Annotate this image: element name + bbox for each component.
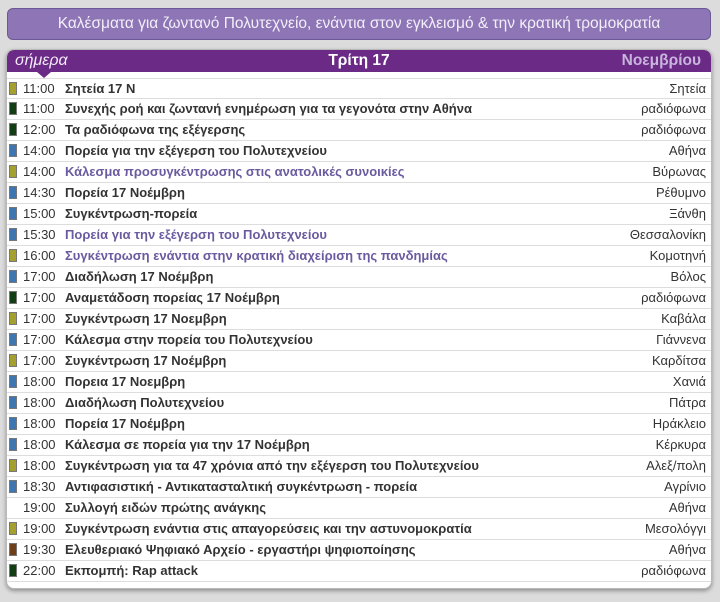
event-location: Χανιά (672, 374, 706, 389)
event-location: Βόλος (670, 269, 706, 284)
event-time: 17:00 (23, 290, 56, 305)
category-color-icon (9, 333, 17, 346)
event-time: 15:30 (23, 227, 56, 242)
event-location: Σητεία (669, 81, 706, 96)
event-time: 16:00 (23, 248, 56, 263)
event-row[interactable] (7, 120, 711, 141)
event-location: ραδιόφωνα (641, 290, 706, 305)
category-color-icon (9, 123, 17, 136)
month-link[interactable]: Νοεμβρίου (621, 52, 701, 69)
category-color-icon (9, 165, 17, 178)
event-title-link[interactable]: Κάλεσμα προσυγκέντρωσης στις ανατολικές συνοικίες (65, 164, 405, 179)
event-time: 18:00 (23, 374, 56, 389)
event-title-link[interactable]: Αναμετάδοση πορείας 17 Νοέμβρη (65, 290, 280, 305)
event-time: 11:00 (23, 81, 55, 96)
event-title-link[interactable]: Συνεχής ροή και ζωντανή ενημέρωση για τα γεγονότα στην Αθήνα (65, 101, 472, 116)
event-location: Αθήνα (668, 542, 706, 557)
event-row[interactable] (7, 372, 711, 393)
event-row[interactable] (7, 246, 711, 267)
event-row[interactable] (7, 540, 711, 561)
event-location: Μεσολόγγι (644, 521, 706, 536)
category-color-icon (9, 312, 17, 325)
current-day-title: Τρίτη 17 (328, 52, 390, 69)
event-title-link[interactable]: Συγκέντρωση ενάντια στις απαγορεύσεις και την αστυνομοκρατία (65, 521, 472, 536)
today-link[interactable]: σήμερα (15, 52, 68, 69)
event-location: Βύρωνας (652, 164, 706, 179)
event-time: 18:00 (23, 458, 56, 473)
event-time: 19:30 (23, 542, 56, 557)
event-title-link[interactable]: Κάλεσμα στην πορεία του Πολυτεχνείου (65, 332, 313, 347)
event-title-link[interactable]: Εκπομπή: Rap attack (65, 563, 198, 578)
event-location: Ξάνθη (669, 206, 706, 221)
event-title-link[interactable]: Πορεία 17 Νοέμβρη (65, 416, 185, 431)
event-row[interactable] (7, 267, 711, 288)
category-color-icon (9, 144, 17, 157)
category-color-icon (9, 291, 17, 304)
event-row[interactable] (7, 183, 711, 204)
event-time: 17:00 (23, 332, 56, 347)
event-time: 14:30 (23, 185, 56, 200)
event-time: 22:00 (23, 563, 56, 578)
event-row[interactable] (7, 435, 711, 456)
today-pointer-icon (37, 72, 51, 78)
category-color-icon (9, 564, 17, 577)
event-location: ραδιόφωνα (641, 563, 706, 578)
event-location: Αθήνα (668, 143, 706, 158)
category-color-icon (9, 249, 17, 262)
category-color-icon (9, 438, 17, 451)
event-time: 19:00 (23, 500, 56, 515)
event-title-link[interactable]: Πορεία για την εξέγερση του Πολυτεχνείου (65, 143, 327, 158)
event-location: ραδιόφωνα (641, 101, 706, 116)
event-location: Καρδίτσα (651, 353, 706, 368)
category-color-icon (9, 354, 17, 367)
category-color-icon (9, 228, 17, 241)
category-color-icon (9, 480, 17, 493)
category-color-icon (9, 375, 17, 388)
event-title-link[interactable]: Αντιφασιστική - Αντικατασταλτική συγκέντρωση - πορεία (65, 479, 418, 494)
event-time: 14:00 (23, 143, 56, 158)
category-color-icon (9, 543, 17, 556)
event-title-link[interactable]: Διαδήλωση Πολυτεχνείου (65, 395, 225, 410)
event-row[interactable] (7, 225, 711, 246)
event-row[interactable] (7, 498, 711, 519)
event-row[interactable] (7, 477, 711, 498)
event-location: Θεσσαλονίκη (629, 227, 706, 242)
event-row[interactable] (7, 351, 711, 372)
event-location: ραδιόφωνα (641, 122, 706, 137)
category-color-icon (9, 82, 17, 95)
event-title-link[interactable]: Πορεια 17 Νοεμβρη (65, 374, 186, 389)
event-title-link[interactable]: Πορεία 17 Νοέμβρη (65, 185, 185, 200)
category-color-icon (9, 186, 17, 199)
event-list (7, 78, 711, 582)
event-location: Γιάννενα (656, 332, 706, 347)
category-color-icon (9, 270, 17, 283)
event-time: 14:00 (23, 164, 56, 179)
category-color-icon (9, 417, 17, 430)
event-row[interactable] (7, 309, 711, 330)
event-time: 18:30 (23, 479, 56, 494)
event-location: Ρέθυμνο (655, 185, 706, 200)
event-title-link[interactable]: Συγκέντρωση-πορεία (65, 206, 198, 221)
announcement-banner[interactable]: Καλέσματα για ζωντανό Πολυτεχνείο, ενάντια στον εγκλεισμό & την κρατική τρομοκρατία (7, 8, 711, 40)
event-time: 12:00 (23, 122, 56, 137)
event-row[interactable] (7, 288, 711, 309)
event-title-link[interactable]: Συλλογή ειδών πρώτης ανάγκης (65, 500, 267, 515)
event-row[interactable] (7, 414, 711, 435)
event-row[interactable] (7, 393, 711, 414)
event-row[interactable] (7, 561, 711, 582)
event-title-link[interactable]: Τα ραδιόφωνα της εξέγερσης (65, 122, 246, 137)
event-title-link[interactable]: Ελευθεριακό Ψηφιακό Αρχείο - εργαστήρι ψηφιοποίησης (65, 542, 416, 557)
event-row[interactable] (7, 78, 711, 99)
category-color-icon (9, 396, 17, 409)
event-location: Ηράκλειο (652, 416, 706, 431)
category-color-icon (9, 459, 17, 472)
event-title-link[interactable]: Συγκέντρωση ενάντια στην κρατική διαχείριση της πανδημίας (65, 248, 448, 263)
event-row[interactable] (7, 141, 711, 162)
event-location: Κέρκυρα (655, 437, 706, 452)
event-time: 19:00 (23, 521, 56, 536)
event-row[interactable] (7, 519, 711, 540)
events-calendar-panel (6, 49, 712, 589)
event-time: 17:00 (23, 311, 56, 326)
event-time: 11:00 (23, 101, 55, 116)
calendar-header (7, 50, 711, 72)
event-location: Κομοτηνή (649, 248, 706, 263)
event-time: 18:00 (23, 395, 56, 410)
event-row[interactable] (7, 204, 711, 225)
event-location: Καβάλα (661, 311, 706, 326)
event-row[interactable] (7, 99, 711, 120)
category-color-icon (9, 522, 17, 535)
event-row[interactable] (7, 330, 711, 351)
event-title-link[interactable]: Συγκέντρωση για τα 47 χρόνια από την εξέγερση του Πολυτεχνείου (65, 458, 479, 473)
event-row[interactable] (7, 162, 711, 183)
event-title-link[interactable]: Κάλεσμα σε πορεία για την 17 Νοέμβρη (65, 437, 310, 452)
event-title-link[interactable]: Διαδήλωση 17 Νοέμβρη (65, 269, 214, 284)
event-title-link[interactable]: Πορεία για την εξέγερση του Πολυτεχνείου (65, 227, 327, 242)
category-color-icon (9, 501, 17, 514)
category-color-icon (9, 207, 17, 220)
event-time: 17:00 (23, 353, 56, 368)
event-row[interactable] (7, 456, 711, 477)
event-title-link[interactable]: Συγκέντρωση 17 Νοεμβρη (65, 311, 227, 326)
event-title-link[interactable]: Σητεία 17 Ν (65, 81, 136, 96)
event-location: Αθήνα (668, 500, 706, 515)
event-location: Αλεξ/πολη (646, 458, 706, 473)
event-location: Αγρίνιο (664, 479, 706, 494)
event-location: Πάτρα (669, 395, 706, 410)
event-time: 18:00 (23, 416, 56, 431)
event-time: 18:00 (23, 437, 56, 452)
event-time: 15:00 (23, 206, 56, 221)
event-title-link[interactable]: Συγκέντρωση 17 Νοέμβρη (65, 353, 227, 368)
category-color-icon (9, 102, 17, 115)
event-time: 17:00 (23, 269, 56, 284)
